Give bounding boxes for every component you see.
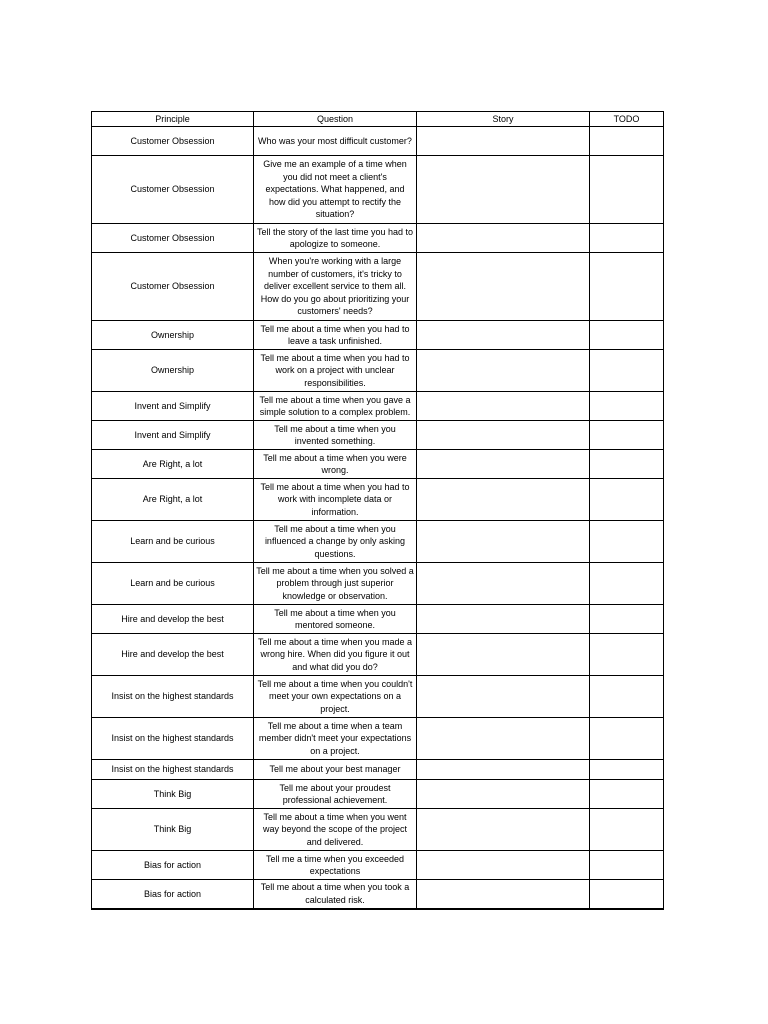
table-row (92, 780, 664, 809)
todo-cell (590, 563, 664, 605)
question-cell: Tell me about a time when a team member didn't meet your expectations on a project. (254, 718, 417, 760)
todo-cell (590, 780, 664, 809)
table-row (92, 479, 664, 521)
story-cell (417, 156, 590, 224)
todo-cell (590, 224, 664, 253)
column-header-principle: Principle (92, 112, 254, 127)
principle-cell: Bias for action (92, 880, 254, 909)
todo-cell (590, 718, 664, 760)
principle-cell: Ownership (92, 321, 254, 350)
todo-cell (590, 605, 664, 634)
principle-cell: Hire and develop the best (92, 634, 254, 676)
story-cell (417, 676, 590, 718)
principle-cell: Invent and Simplify (92, 421, 254, 450)
table-row (92, 718, 664, 760)
todo-cell (590, 350, 664, 392)
question-cell: Tell me about a time when you were wrong. (254, 450, 417, 479)
question-cell: Tell me about your best manager (254, 760, 417, 780)
principle-cell: Ownership (92, 350, 254, 392)
todo-cell (590, 127, 664, 156)
principle-cell: Insist on the highest standards (92, 718, 254, 760)
column-header-question: Question (254, 112, 417, 127)
column-header-story: Story (417, 112, 590, 127)
principle-cell: Think Big (92, 780, 254, 809)
table-row (92, 421, 664, 450)
leadership-principles-table (91, 111, 664, 910)
table-row (92, 450, 664, 479)
todo-cell (590, 253, 664, 321)
question-cell: Tell me about a time when you couldn't meet your own expectations on a project. (254, 676, 417, 718)
principle-cell: Insist on the highest standards (92, 760, 254, 780)
table-row (92, 605, 664, 634)
story-cell (417, 634, 590, 676)
principle-cell: Invent and Simplify (92, 392, 254, 421)
todo-cell (590, 450, 664, 479)
todo-cell (590, 634, 664, 676)
story-cell (417, 718, 590, 760)
todo-cell (590, 676, 664, 718)
principle-cell: Learn and be curious (92, 563, 254, 605)
column-header-todo: TODO (590, 112, 664, 127)
story-cell (417, 224, 590, 253)
todo-cell (590, 421, 664, 450)
question-cell: Who was your most difficult customer? (254, 127, 417, 156)
todo-cell (590, 851, 664, 880)
story-cell (417, 780, 590, 809)
todo-cell (590, 880, 664, 909)
question-cell: Tell me about a time when you solved a problem through just superior knowledge or observation. (254, 563, 417, 605)
table-row (92, 809, 664, 851)
table-header-row (92, 112, 664, 127)
table-row (92, 350, 664, 392)
story-cell (417, 760, 590, 780)
table-body (92, 127, 664, 909)
question-cell: Give me an example of a time when you did not meet a client's expectations. What happened, and how did you attempt to rectify the situation? (254, 156, 417, 224)
todo-cell (590, 479, 664, 521)
table-row (92, 563, 664, 605)
question-cell: When you're working with a large number of customers, it's tricky to deliver excellent service to them all. How do you go about prioritizing your customers' needs? (254, 253, 417, 321)
story-cell (417, 479, 590, 521)
question-cell: Tell me about a time when you made a wrong hire. When did you figure it out and what did you do? (254, 634, 417, 676)
document-page (91, 111, 663, 910)
principle-cell: Learn and be curious (92, 521, 254, 563)
principle-cell: Are Right, a lot (92, 479, 254, 521)
question-cell: Tell me about your proudest professional achievement. (254, 780, 417, 809)
principle-cell: Customer Obsession (92, 224, 254, 253)
story-cell (417, 605, 590, 634)
principle-cell: Think Big (92, 809, 254, 851)
table-row (92, 760, 664, 780)
question-cell: Tell me about a time when you had to work with incomplete data or information. (254, 479, 417, 521)
story-cell (417, 421, 590, 450)
todo-cell (590, 760, 664, 780)
todo-cell (590, 321, 664, 350)
principle-cell: Customer Obsession (92, 253, 254, 321)
question-cell: Tell me about a time when you had to work on a project with unclear responsibilities. (254, 350, 417, 392)
table-row (92, 851, 664, 880)
story-cell (417, 521, 590, 563)
table-row (92, 127, 664, 156)
principle-cell: Insist on the highest standards (92, 676, 254, 718)
table-row (92, 634, 664, 676)
principle-cell: Are Right, a lot (92, 450, 254, 479)
todo-cell (590, 521, 664, 563)
question-cell: Tell the story of the last time you had to apologize to someone. (254, 224, 417, 253)
question-cell: Tell me about a time when you had to leave a task unfinished. (254, 321, 417, 350)
principle-cell: Bias for action (92, 851, 254, 880)
story-cell (417, 127, 590, 156)
todo-cell (590, 392, 664, 421)
table-row (92, 880, 664, 909)
table-row (92, 224, 664, 253)
question-cell: Tell me about a time when you went way beyond the scope of the project and delivered. (254, 809, 417, 851)
table-row (92, 321, 664, 350)
story-cell (417, 809, 590, 851)
question-cell: Tell me about a time when you invented something. (254, 421, 417, 450)
story-cell (417, 321, 590, 350)
story-cell (417, 880, 590, 909)
story-cell (417, 450, 590, 479)
question-cell: Tell me about a time when you gave a simple solution to a complex problem. (254, 392, 417, 421)
story-cell (417, 563, 590, 605)
todo-cell (590, 809, 664, 851)
principle-cell: Customer Obsession (92, 127, 254, 156)
question-cell: Tell me about a time when you influenced a change by only asking questions. (254, 521, 417, 563)
story-cell (417, 350, 590, 392)
question-cell: Tell me about a time when you took a calculated risk. (254, 880, 417, 909)
todo-cell (590, 156, 664, 224)
story-cell (417, 392, 590, 421)
table-row (92, 676, 664, 718)
story-cell (417, 851, 590, 880)
table-row (92, 521, 664, 563)
question-cell: Tell me a time when you exceeded expectations (254, 851, 417, 880)
story-cell (417, 253, 590, 321)
table-row (92, 156, 664, 224)
principle-cell: Hire and develop the best (92, 605, 254, 634)
principle-cell: Customer Obsession (92, 156, 254, 224)
question-cell: Tell me about a time when you mentored someone. (254, 605, 417, 634)
table-row (92, 253, 664, 321)
table-row (92, 392, 664, 421)
